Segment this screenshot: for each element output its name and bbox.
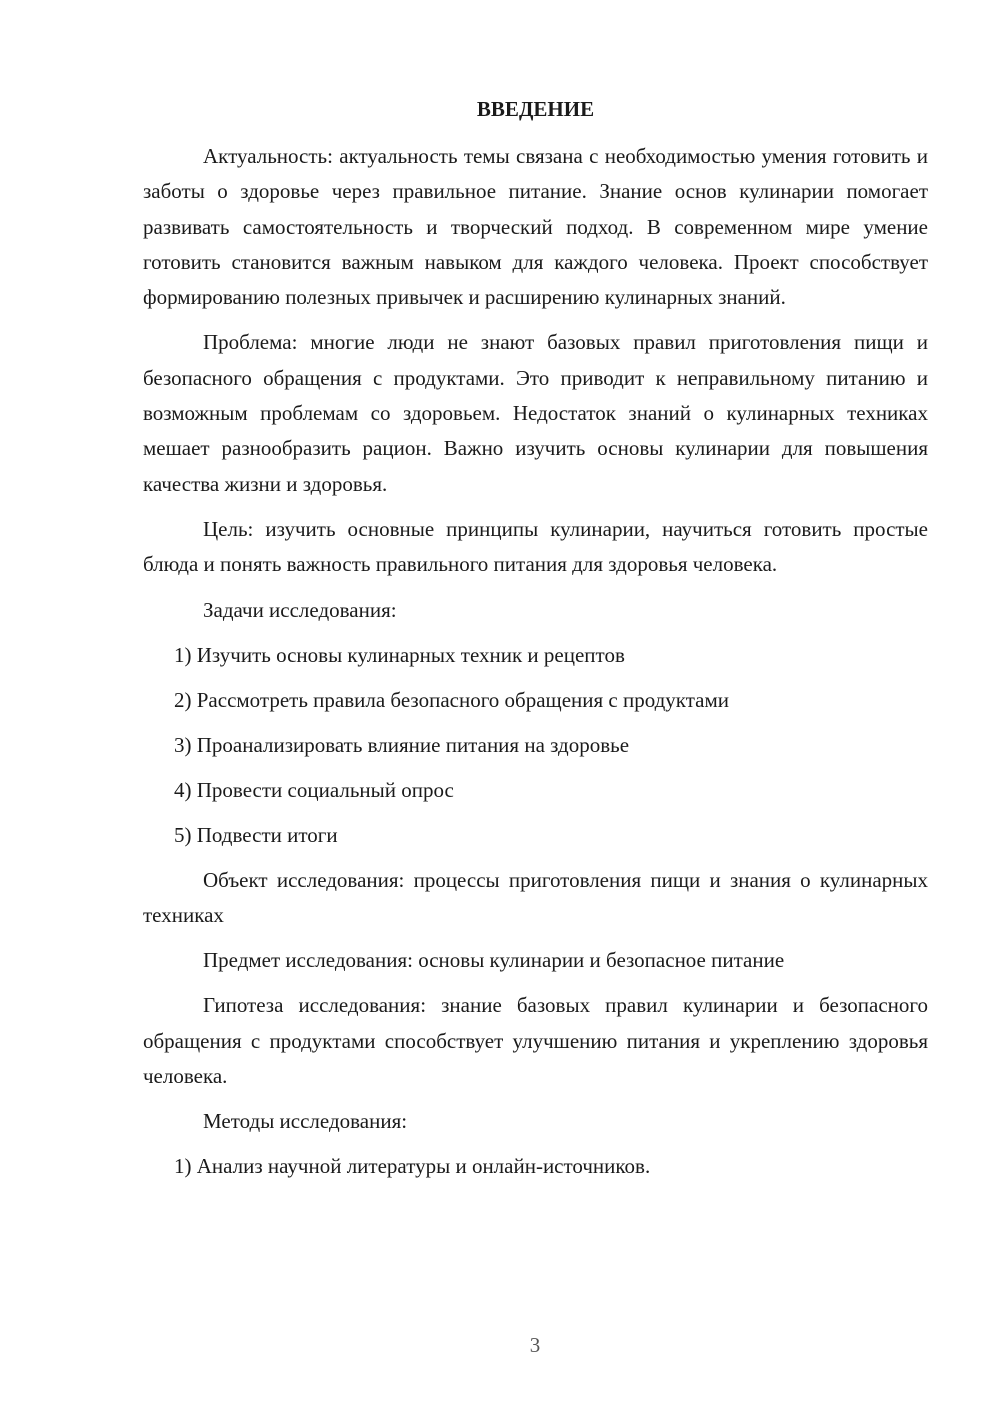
list-item: 3) Проанализировать влияние питания на здоровье bbox=[174, 732, 630, 757]
methods-list bbox=[143, 1149, 928, 1184]
list-item: 5) Подвести итоги bbox=[174, 822, 338, 847]
tasks-list bbox=[143, 638, 928, 853]
relevance-paragraph: Актуальность: актуальность темы связана с необходимостью умения готовить и заботы о здоровье через правильное питание. Знание основ кулинарии помогает развивать самостоятельность и творческий подход. В современном мире умение готовить становится важным навыком для каждого человека. Проект способствует формированию полезных привычек и расширению кулинарных знаний. bbox=[143, 144, 928, 310]
problem-paragraph: Проблема: многие люди не знают базовых правил приготовления пищи и безопасного обращения с продуктами. Это приводит к неправильному питанию и возможным проблемам со здоровьем. Недостаток знаний о кулинарных техниках мешает разнообразить рацион. Важно изучить основы кулинарии для повышения качества жизни и здоровья. bbox=[143, 330, 928, 496]
document-page bbox=[143, 92, 928, 1194]
list-item: 2) Рассмотреть правила безопасного обращения с продуктами bbox=[174, 687, 730, 712]
subject-paragraph: Предмет исследования: основы кулинарии и безопасное питание bbox=[203, 948, 785, 973]
list-item: 1) Анализ научной литературы и онлайн-источников. bbox=[174, 1154, 651, 1179]
list-item: 1) Изучить основы кулинарных техник и рецептов bbox=[174, 642, 625, 667]
section-heading: ВВЕДЕНИЕ bbox=[476, 97, 595, 121]
list-item: 4) Провести социальный опрос bbox=[174, 777, 454, 802]
tasks-title: Задачи исследования: bbox=[203, 597, 397, 622]
hypothesis-paragraph: Гипотеза исследования: знание базовых правил кулинарии и безопасного обращения с продуктами способствует улучшению питания и укреплению здоровья человека. bbox=[143, 993, 928, 1089]
methods-title: Методы исследования: bbox=[203, 1109, 408, 1134]
page-number: 3 bbox=[529, 1333, 541, 1357]
goal-paragraph: Цель: изучить основные принципы кулинарии, научиться готовить простые блюда и понять важность правильного питания для здоровья человека. bbox=[143, 516, 928, 577]
object-paragraph: Объект исследования: процессы приготовления пищи и знания о кулинарных техниках bbox=[143, 867, 928, 927]
